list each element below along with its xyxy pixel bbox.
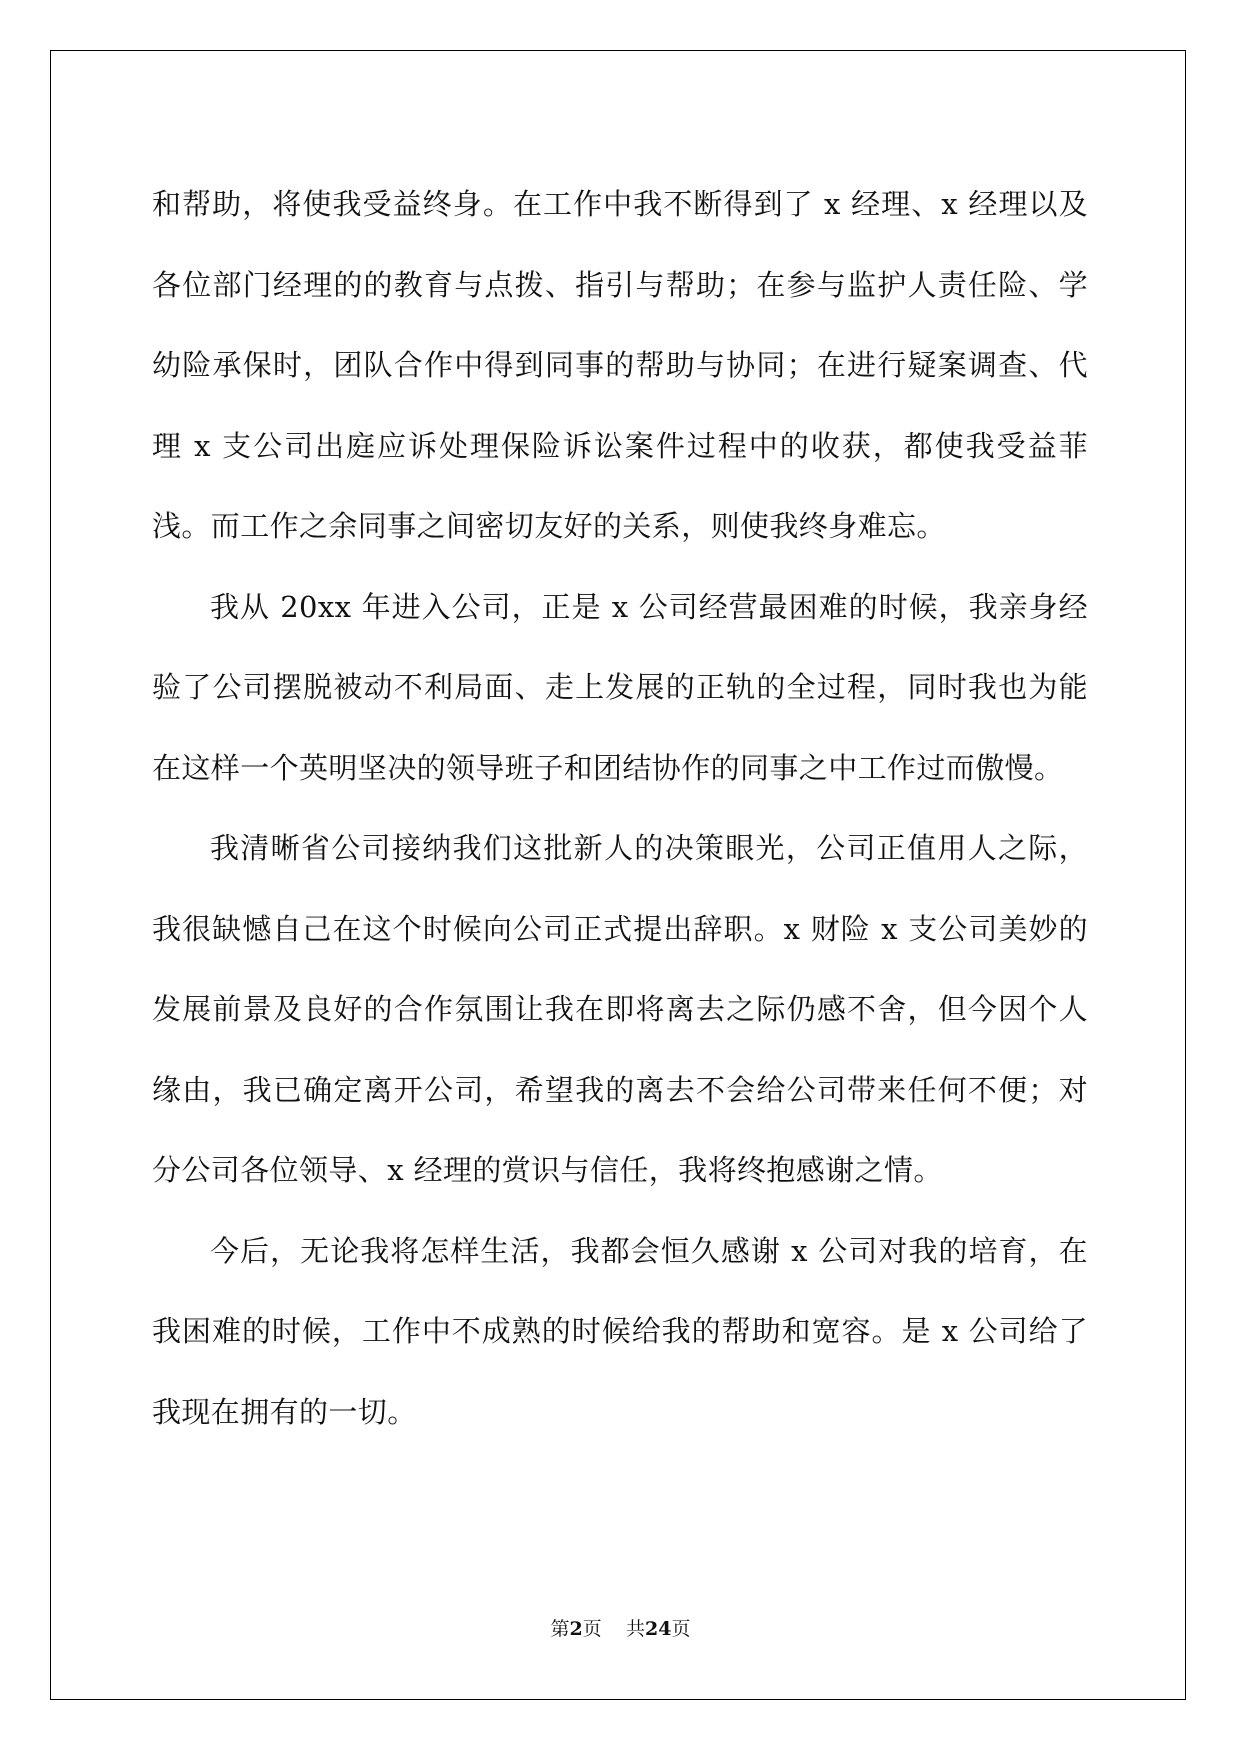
total-label-prefix: 共 [625,1618,645,1640]
total-label-suffix: 页 [671,1618,691,1640]
page-number: 2 [569,1618,583,1640]
page-label-suffix: 页 [582,1618,602,1640]
total-pages: 24 [644,1618,672,1640]
document-body [152,164,1088,1452]
page-label-prefix: 第 [550,1618,570,1640]
paragraph: 我从 20xx 年进入公司，正是 x 公司经营最困难的时候，我亲身经验了公司摆脱被动不利局面、走上发展的正轨的全过程，同时我也为能在这样一个英明坚决的领导班子和团结协作的同事之中工作过而傲慢。 [152,589,1088,785]
paragraph: 我清晰省公司接纳我们这批新人的决策眼光，公司正值用人之际，我很缺憾自己在这个时候向公司正式提出辞职。x 财险 x 支公司美妙的发展前景及良好的合作氛围让我在即将离去之际仍感不舍，但今因个人缘由，我已确定离开公司，希望我的离去不会给公司带来任何不便；对分公司各位领导、x 经理的赏识与信任，我将终抱感谢之情。 [152,831,1088,1187]
paragraph: 今后，无论我将怎样生活，我都会恒久感谢 x 公司对我的培育，在我困难的时候，工作中不成熟的时候给我的帮助和宽容。是 x 公司给了我现在拥有的一切。 [152,1233,1088,1429]
page-footer [0,1614,1241,1641]
paragraph-continued: 和帮助，将使我受益终身。在工作中我不断得到了 x 经理、x 经理以及各位部门经理的的教育与点拨、指引与帮助；在参与监护人责任险、学幼险承保时，团队合作中得到同事的帮助与协同；在进行疑案调查、代理 x 支公司出庭应诉处理保险诉讼案件过程中的收获，都使我受益菲浅。而工作之余同事之间密切友好的关系，则使我终身难忘。 [152,187,1088,543]
